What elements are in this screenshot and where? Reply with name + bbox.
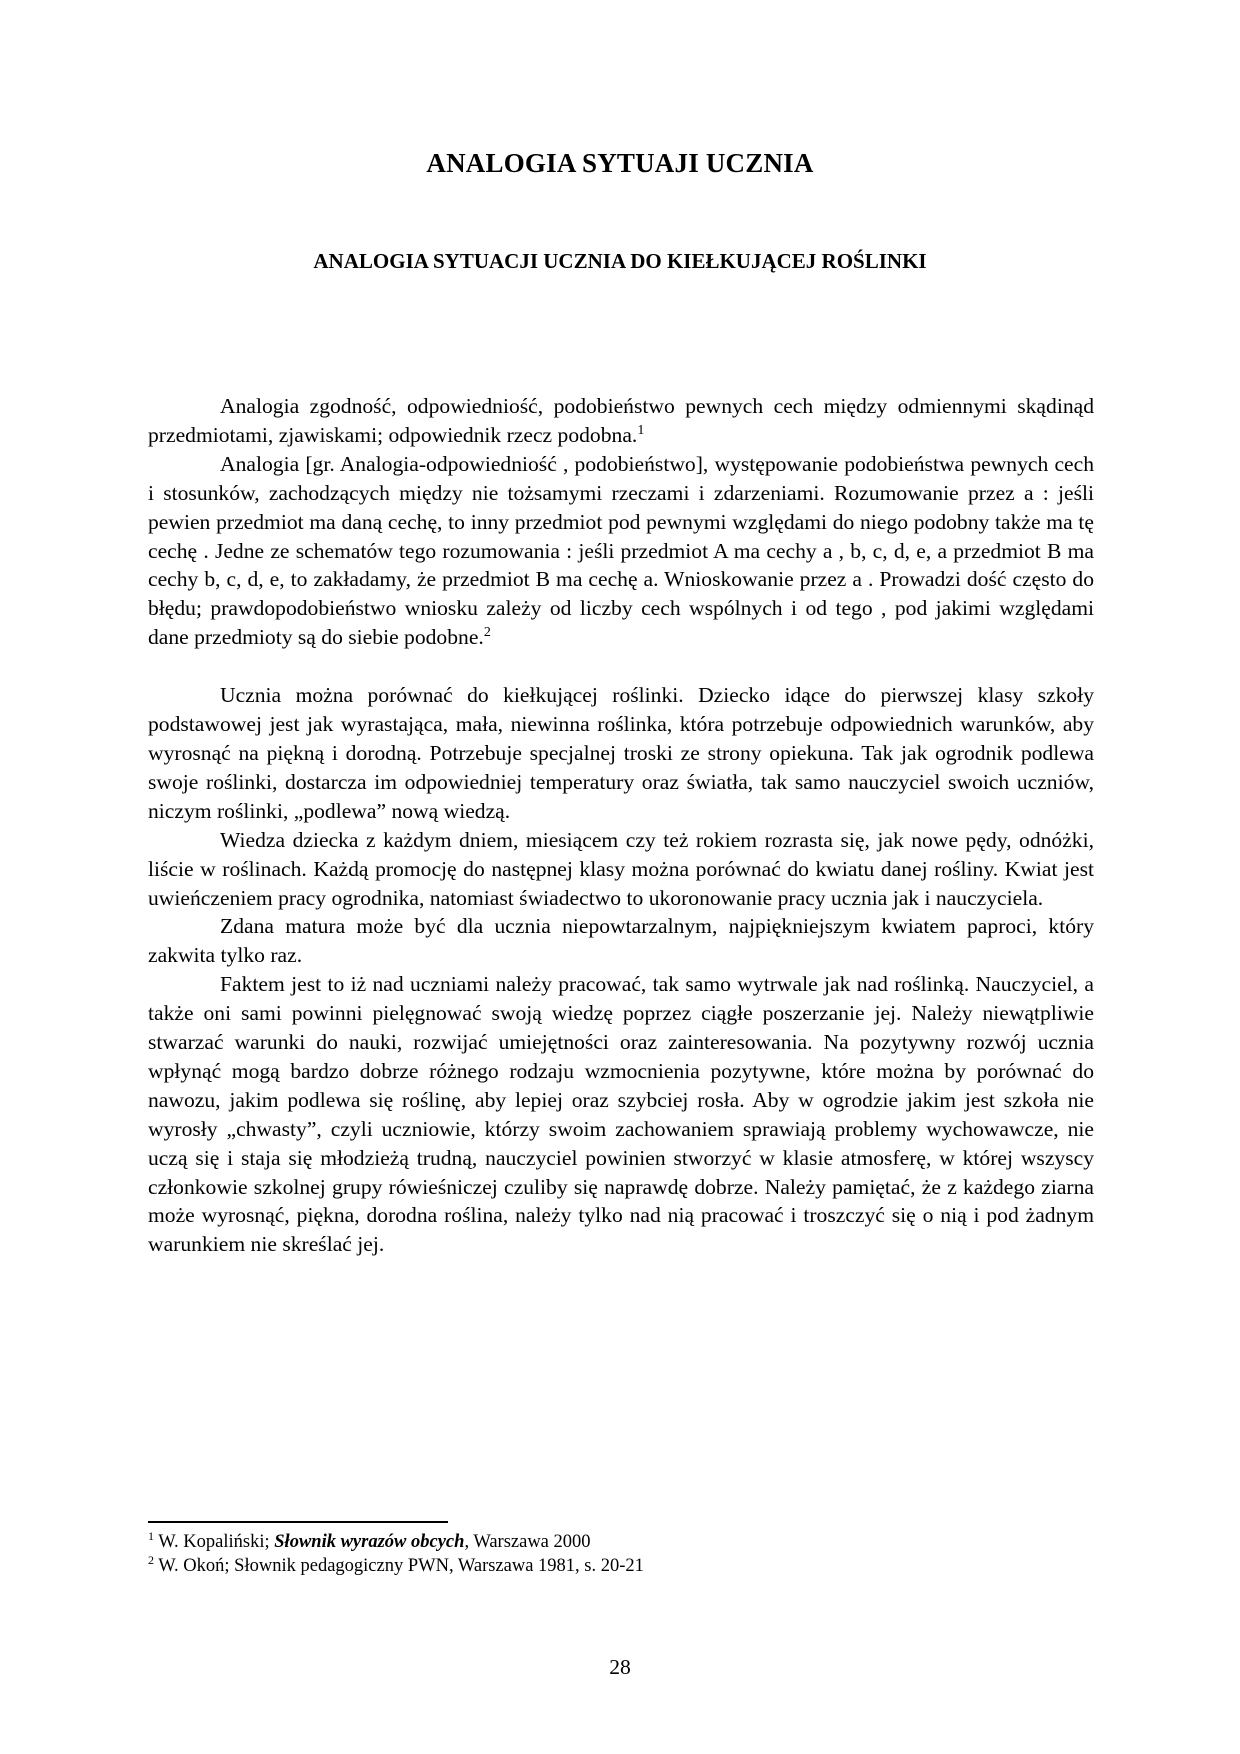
footnote-ref-1: 1 — [637, 422, 645, 438]
footnote-work-title: Słownik wyrazów obcych — [274, 1532, 465, 1552]
paragraph-uczen-roslinka: Ucznia można porównać do kiełkującej roślinki. Dziecko idące do pierwszej klasy szkoły podstawowej jest jak wyrastająca, mała, niewinna roślinka, która potrzebuje odpowiednich warunków, aby wyrosnąć na piękną i dorodną. Potrzebuje specjalnej troski ze strony opiekuna. Tak jak ogrodnik podlewa swoje roślinki, dostarcza im odpowiedniej temperatury oraz światła, tak samo nauczyciel swoich uczniów, niczym roślinki, „podlewa” nową wiedzą. — [148, 683, 1094, 823]
footnote-number: 1 — [148, 1528, 154, 1543]
footnotes — [148, 1530, 1094, 1578]
paragraph-analogia-definition — [148, 392, 1094, 450]
footnote-number: 2 — [148, 1552, 154, 1567]
footnote-author: W. Kopaliński; — [158, 1532, 275, 1552]
paragraph-text: Analogia zgodność, odpowiedniość, podobieństwo pewnych cech między odmiennymi skądinąd przedmiotami, zjawiskami; odpowiednik rzecz podobna. — [148, 394, 1094, 447]
footnote-1 — [148, 1530, 1094, 1554]
document-body — [148, 392, 1094, 1259]
footnote-ref-2: 2 — [483, 625, 491, 641]
footnote-separator — [148, 1521, 448, 1523]
document-subtitle: ANALOGIA SYTUACJI UCZNIA DO KIEŁKUJĄCEJ ROŚLINKI — [313, 249, 927, 273]
paragraph-matura: Zdana matura może być dla ucznia niepowtarzalnym, najpiękniejszym kwiatem paproci, który zakwita tylko raz. — [148, 914, 1094, 968]
paragraph-wiedza-dziecka: Wiedza dziecka z każdym dniem, miesiącem czy też rokiem rozrasta się, jak nowe pędy, odnóżki, liście w roślinach. Każdą promocję do następnej klasy można porównać do kwiatu danej rośliny. Kwiat jest uwieńczeniem pracy ogrodnika, natomiast świadectwo to ukoronowanie pracy ucznia jak i nauczyciela. — [148, 827, 1094, 910]
document-title: ANALOGIA SYTUAJI UCZNIA — [426, 148, 814, 178]
page-number: 28 — [609, 1655, 631, 1679]
paragraph-praca-nad-uczniami: Faktem jest to iż nad uczniami należy pracować, tak samo wytrwale jak nad roślinką. Nauczyciel, a także oni sami powinni pielęgnować swoją wiedzę poprzez ciągłe poszerzanie jej. Należy niewątpliwie stwarzać warunki do nauki, rozwijać umiejętności oraz zainteresowania. Na pozytywny rozwój ucznia wpłynąć mogą bardzo dobrze różnego rodzaju wzmocnienia pozytywne, które można by porównać do nawozu, jakim podlewa się roślinę, aby lepiej oraz szybciej rosła. Aby w ogrodzie jakim jest szkoła nie wyrosły „chwasty”, czyli uczniowie, którzy swoim zachowaniem sprawiają problemy wychowawcze, nie uczą się i staja się młodzieżą trudną, nauczyciel powinien stworzyć w klasie atmosferę, w której wszyscy członkowie szkolnej grupy rówieśniczej czuliby się naprawdę dobrze. Należy pamiętać, że z każdego ziarna może wyrosnąć, piękna, dorodna roślina, należy tylko nad nią pracować i troszczyć się o nią i pod żadnym warunkiem nie skreślać jej. — [148, 972, 1094, 1257]
footnote-publication: , Warszawa 2000 — [464, 1532, 591, 1552]
footnote-2 — [148, 1554, 1094, 1578]
footnote-text: W. Okoń; Słownik pedagogiczny PWN, Warszawa 1981, s. 20-21 — [158, 1556, 644, 1576]
paragraph-analogia-greek — [148, 450, 1094, 652]
paragraph-text: Analogia [gr. Analogia-odpowiedniość , podobieństwo], występowanie podobieństwa pewnych cech i stosunków, zachodzących między nie tożsamymi rzeczami i zdarzeniami. Rozumowanie przez a : jeśli pewien przedmiot ma daną cechę, to inny przedmiot pod pewnymi względami do niego podobny także ma tę cechę . Jedne ze schematów tego rozumowania : jeśli przedmiot A ma cechy a , b, c, d, e, a przedmiot B ma cechy b, c, d, e, to zakładamy, że przedmiot B ma cechę a. Wnioskowanie przez a . Prowadzi dość często do błędu; prawdopodobieństwo wniosku zależy od liczby cech wspólnych i od tego , pod jakimi względami dane przedmioty są do siebie podobne. — [148, 451, 1094, 650]
